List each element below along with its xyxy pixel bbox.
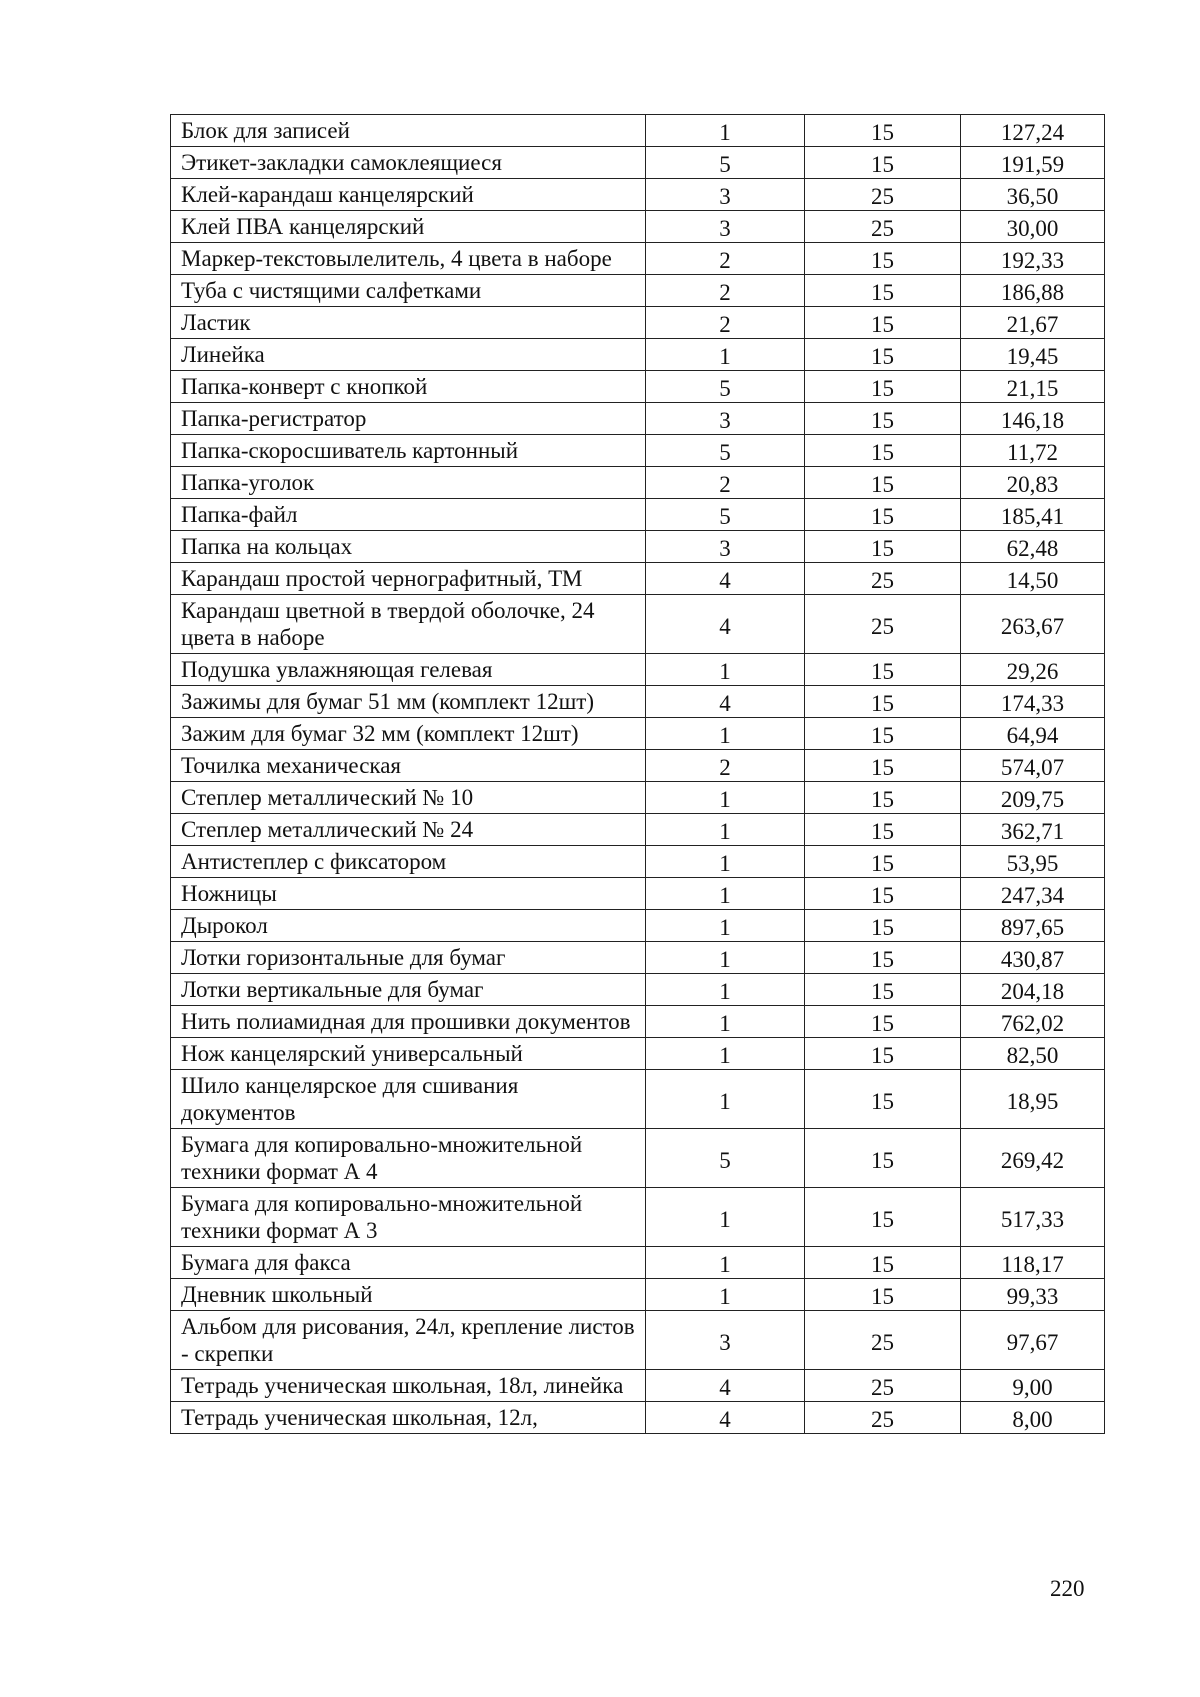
item-name-cell: Тетрадь ученическая школьная, 18л, линейка	[171, 1370, 646, 1402]
price-cell: 762,02	[961, 1006, 1105, 1038]
price-cell: 53,95	[961, 846, 1105, 878]
quantity-cell: 5	[646, 499, 805, 531]
term-cell: 15	[805, 1070, 961, 1129]
table-row	[171, 782, 1105, 814]
table-row	[171, 1129, 1105, 1188]
table-row	[171, 1311, 1105, 1370]
quantity-cell: 4	[646, 563, 805, 595]
quantity-cell: 4	[646, 595, 805, 654]
item-name-cell: Этикет-закладки самоклеящиеся	[171, 147, 646, 179]
term-cell: 25	[805, 563, 961, 595]
price-cell: 18,95	[961, 1070, 1105, 1129]
term-cell: 15	[805, 942, 961, 974]
table-row	[171, 435, 1105, 467]
price-cell: 192,33	[961, 243, 1105, 275]
price-cell: 263,67	[961, 595, 1105, 654]
item-name-cell: Папка-скоросшиватель картонный	[171, 435, 646, 467]
item-name-cell: Нож канцелярский универсальный	[171, 1038, 646, 1070]
term-cell: 15	[805, 243, 961, 275]
table-row	[171, 115, 1105, 147]
table-row	[171, 1402, 1105, 1434]
term-cell: 25	[805, 1402, 961, 1434]
price-cell: 118,17	[961, 1247, 1105, 1279]
term-cell: 15	[805, 307, 961, 339]
term-cell: 15	[805, 654, 961, 686]
item-name-cell: Степлер металлический № 24	[171, 814, 646, 846]
item-name-cell: Степлер металлический № 10	[171, 782, 646, 814]
term-cell: 25	[805, 179, 961, 211]
item-name-cell: Лотки вертикальные для бумаг	[171, 974, 646, 1006]
term-cell: 15	[805, 1006, 961, 1038]
term-cell: 15	[805, 910, 961, 942]
item-name-cell: Клей-карандаш канцелярский	[171, 179, 646, 211]
term-cell: 15	[805, 686, 961, 718]
price-cell: 62,48	[961, 531, 1105, 563]
price-cell: 21,67	[961, 307, 1105, 339]
item-name-cell: Лотки горизонтальные для бумаг	[171, 942, 646, 974]
term-cell: 15	[805, 275, 961, 307]
term-cell: 15	[805, 499, 961, 531]
quantity-cell: 1	[646, 339, 805, 371]
table-row	[171, 1247, 1105, 1279]
table-row	[171, 595, 1105, 654]
table-row	[171, 307, 1105, 339]
table-row	[171, 942, 1105, 974]
quantity-cell: 5	[646, 1129, 805, 1188]
term-cell: 15	[805, 814, 961, 846]
term-cell: 15	[805, 1247, 961, 1279]
item-name-cell: Бумага для факса	[171, 1247, 646, 1279]
term-cell: 15	[805, 750, 961, 782]
quantity-cell: 3	[646, 531, 805, 563]
item-name-cell: Клей ПВА канцелярский	[171, 211, 646, 243]
price-cell: 247,34	[961, 878, 1105, 910]
quantity-cell: 3	[646, 1311, 805, 1370]
price-cell: 174,33	[961, 686, 1105, 718]
price-cell: 36,50	[961, 179, 1105, 211]
item-name-cell: Точилка механическая	[171, 750, 646, 782]
item-name-cell: Антистеплер с фиксатором	[171, 846, 646, 878]
price-cell: 11,72	[961, 435, 1105, 467]
price-cell: 897,65	[961, 910, 1105, 942]
term-cell: 15	[805, 878, 961, 910]
table-row	[171, 403, 1105, 435]
quantity-cell: 3	[646, 403, 805, 435]
quantity-cell: 1	[646, 814, 805, 846]
table-row	[171, 243, 1105, 275]
term-cell: 15	[805, 782, 961, 814]
quantity-cell: 4	[646, 686, 805, 718]
table-body	[171, 115, 1105, 1434]
table-row	[171, 499, 1105, 531]
quantity-cell: 1	[646, 1247, 805, 1279]
quantity-cell: 1	[646, 942, 805, 974]
item-name-cell: Подушка увлажняющая гелевая	[171, 654, 646, 686]
item-name-cell: Папка-уголок	[171, 467, 646, 499]
quantity-cell: 2	[646, 307, 805, 339]
price-cell: 209,75	[961, 782, 1105, 814]
item-name-cell: Маркер-текстовылелитель, 4 цвета в наборе	[171, 243, 646, 275]
item-name-cell: Дырокол	[171, 910, 646, 942]
term-cell: 15	[805, 846, 961, 878]
item-name-cell: Папка на кольцах	[171, 531, 646, 563]
table-row	[171, 563, 1105, 595]
table-row	[171, 467, 1105, 499]
table-row	[171, 1279, 1105, 1311]
table-row	[171, 1370, 1105, 1402]
item-name-cell: Тетрадь ученическая школьная, 12л,	[171, 1402, 646, 1434]
quantity-cell: 2	[646, 243, 805, 275]
price-cell: 30,00	[961, 211, 1105, 243]
term-cell: 25	[805, 211, 961, 243]
quantity-cell: 1	[646, 846, 805, 878]
quantity-cell: 2	[646, 467, 805, 499]
table-row	[171, 846, 1105, 878]
item-name-cell: Нить полиамидная для прошивки документов	[171, 1006, 646, 1038]
item-name-cell: Папка-регистратор	[171, 403, 646, 435]
table-row	[171, 750, 1105, 782]
term-cell: 25	[805, 595, 961, 654]
term-cell: 15	[805, 1188, 961, 1247]
table-row	[171, 1038, 1105, 1070]
price-cell: 97,67	[961, 1311, 1105, 1370]
item-name-cell: Папка-конверт с кнопкой	[171, 371, 646, 403]
quantity-cell: 5	[646, 371, 805, 403]
price-cell: 362,71	[961, 814, 1105, 846]
table-row	[171, 878, 1105, 910]
item-name-cell: Шило канцелярское для сшивания документов	[171, 1070, 646, 1129]
price-cell: 269,42	[961, 1129, 1105, 1188]
term-cell: 15	[805, 371, 961, 403]
quantity-cell: 2	[646, 750, 805, 782]
price-cell: 517,33	[961, 1188, 1105, 1247]
quantity-cell: 4	[646, 1402, 805, 1434]
price-cell: 64,94	[961, 718, 1105, 750]
quantity-cell: 1	[646, 1070, 805, 1129]
price-cell: 146,18	[961, 403, 1105, 435]
quantity-cell: 1	[646, 1188, 805, 1247]
quantity-cell: 3	[646, 179, 805, 211]
item-name-cell: Бумага для копировально-множительной техники формат А 4	[171, 1129, 646, 1188]
table-row	[171, 275, 1105, 307]
quantity-cell: 5	[646, 147, 805, 179]
price-cell: 430,87	[961, 942, 1105, 974]
item-name-cell: Зажим для бумаг 32 мм (комплект 12шт)	[171, 718, 646, 750]
item-name-cell: Дневник школьный	[171, 1279, 646, 1311]
price-cell: 21,15	[961, 371, 1105, 403]
term-cell: 15	[805, 147, 961, 179]
quantity-cell: 4	[646, 1370, 805, 1402]
item-name-cell: Ножницы	[171, 878, 646, 910]
quantity-cell: 1	[646, 1038, 805, 1070]
quantity-cell: 1	[646, 782, 805, 814]
item-name-cell: Зажимы для бумаг 51 мм (комплект 12шт)	[171, 686, 646, 718]
table-row	[171, 718, 1105, 750]
price-cell: 191,59	[961, 147, 1105, 179]
term-cell: 15	[805, 115, 961, 147]
item-name-cell: Альбом для рисования, 24л, крепление листов - скрепки	[171, 1311, 646, 1370]
quantity-cell: 5	[646, 435, 805, 467]
term-cell: 15	[805, 1129, 961, 1188]
quantity-cell: 1	[646, 910, 805, 942]
table-row	[171, 1070, 1105, 1129]
term-cell: 15	[805, 718, 961, 750]
price-cell: 204,18	[961, 974, 1105, 1006]
quantity-cell: 1	[646, 654, 805, 686]
price-cell: 82,50	[961, 1038, 1105, 1070]
quantity-cell: 1	[646, 718, 805, 750]
item-name-cell: Папка-файл	[171, 499, 646, 531]
table-row	[171, 147, 1105, 179]
page-number: 220	[1050, 1576, 1085, 1601]
item-name-cell: Туба с чистящими салфетками	[171, 275, 646, 307]
term-cell: 15	[805, 435, 961, 467]
table-row	[171, 654, 1105, 686]
item-name-cell: Линейка	[171, 339, 646, 371]
quantity-cell: 1	[646, 974, 805, 1006]
table-row	[171, 211, 1105, 243]
price-cell: 29,26	[961, 654, 1105, 686]
table-row	[171, 1006, 1105, 1038]
item-name-cell: Ластик	[171, 307, 646, 339]
price-cell: 20,83	[961, 467, 1105, 499]
term-cell: 15	[805, 339, 961, 371]
price-cell: 574,07	[961, 750, 1105, 782]
term-cell: 15	[805, 403, 961, 435]
price-cell: 19,45	[961, 339, 1105, 371]
quantity-cell: 1	[646, 1279, 805, 1311]
price-cell: 185,41	[961, 499, 1105, 531]
price-cell: 186,88	[961, 275, 1105, 307]
quantity-cell: 2	[646, 275, 805, 307]
table-row	[171, 339, 1105, 371]
table-row	[171, 179, 1105, 211]
term-cell: 25	[805, 1311, 961, 1370]
table-row	[171, 371, 1105, 403]
price-cell: 8,00	[961, 1402, 1105, 1434]
quantity-cell: 1	[646, 878, 805, 910]
table-row	[171, 531, 1105, 563]
table-row	[171, 910, 1105, 942]
term-cell: 15	[805, 1038, 961, 1070]
table-row	[171, 814, 1105, 846]
quantity-cell: 3	[646, 211, 805, 243]
price-cell: 127,24	[961, 115, 1105, 147]
table-row	[171, 974, 1105, 1006]
price-cell: 14,50	[961, 563, 1105, 595]
price-cell: 9,00	[961, 1370, 1105, 1402]
item-name-cell: Карандаш простой чернографитный, ТМ	[171, 563, 646, 595]
item-name-cell: Карандаш цветной в твердой оболочке, 24 цвета в наборе	[171, 595, 646, 654]
term-cell: 25	[805, 1370, 961, 1402]
items-table	[170, 114, 1105, 1434]
item-name-cell: Бумага для копировально-множительной техники формат А 3	[171, 1188, 646, 1247]
term-cell: 15	[805, 1279, 961, 1311]
quantity-cell: 1	[646, 1006, 805, 1038]
term-cell: 15	[805, 467, 961, 499]
table-row	[171, 1188, 1105, 1247]
item-name-cell: Блок для записей	[171, 115, 646, 147]
term-cell: 15	[805, 974, 961, 1006]
quantity-cell: 1	[646, 115, 805, 147]
table-row	[171, 686, 1105, 718]
term-cell: 15	[805, 531, 961, 563]
price-cell: 99,33	[961, 1279, 1105, 1311]
